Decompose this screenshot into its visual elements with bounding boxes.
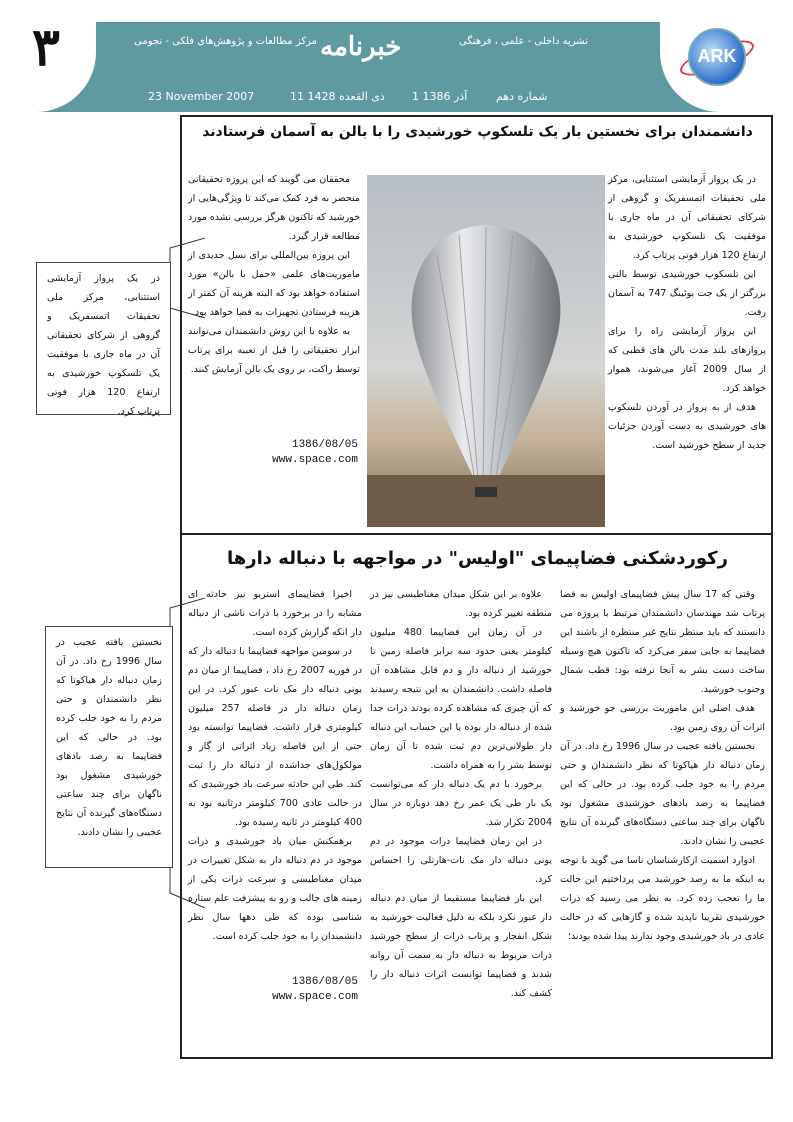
source-date: 1386/08/05: [291, 976, 358, 988]
paragraph: نخستین یافته عجیب در سال 1996 رخ داد. در آن زمان دنباله دار هیاکوتا که نظر دانشمندان و حتی مردم را به خود جلب کرده بود. در حالی که این فضاپیما به رصد بادهای خورشیدی مشغول بود ناگهان برای چند ساعتی دستگاه‌های گیرنده آن نتایج عجیبی را نشان دادند.: [560, 741, 765, 847]
paragraph: برهمکنش میان باد خورشیدی و ذرات موجود در دم دنباله دار به شکل تغییرات در میدان مغناطیسی و سرعت ذرات یکی از زمینه های جالب و رو به پیشرفت علم ستاره شناسی بوده که طی دهها سال نظر دانشمندان را به خود جلب کرده است.: [187, 836, 362, 942]
paragraph: وقتی که 17 سال پیش فضاپیمای اولیس به فضا پرتاب شد مهندسان دانشمندان مرتبط با پروژه می دانستند که باید منتظر نتایج غیر منتظره از باشند این فضاپیما به جایی سفر می‌کرد که تاکنون هیچ وسیله ساخت دست بشر به آنجا نرفته بود: قطب شمال وجنوب خورشید.: [560, 589, 765, 695]
paragraph: این بار فضاپیما مستقیما از میان دم دنباله دار عبور نکرد بلکه به دلیل فعالیت خورشید به شکل انفجار و پرتاب ذرات از سطح خورشید ذرات مربوط به دنباله دار به سمت آن روانه شدند و فضاپیما توانست اثرات دنباله دار را کشف کند.: [370, 893, 552, 999]
sidebox2: نخستین یافته عجیب در سال 1996 رخ داد. در آن زمان دنباله دار هیاکوتا که نظر دانشمندان و حتی مردم را به خود جلب کرده بود. در حالی که این فضاپیما به رصد بادهای خورشیدی مشغول بود ناگهان برای چند ساعتی دستگاه‌های گیرنده آن نتایج عجیبی را نشان دادند.: [45, 626, 173, 868]
date-persian: 1 آذر 1386: [412, 90, 468, 103]
article2-right-column: [560, 585, 765, 946]
page-number: ۳: [32, 17, 60, 78]
article2-left-column: [188, 585, 362, 946]
paragraph: هدف اصلی این ماموریت بررسی جو خورشید و اثرات آن روی زمین بود.: [560, 703, 765, 733]
issue-number: شماره دهم: [496, 90, 548, 103]
balloon-photo: [367, 175, 605, 527]
paragraph: به علاوه با این روش دانشمندان می‌توانند ابزار تحقیقاتی را قبل از تعبیه برای پرتاب توسط راکت، بر روی یک بالن آزمایش کنند.: [188, 326, 360, 375]
paragraph: این پرواز آزمایشی راه را برای پروازهای بلند مدت بالن های قطبی که از سال 2009 آغاز می‌شوند، هموار خواهد کرد.: [608, 326, 766, 394]
paragraph: ادوارد اسمیت ازکارشناسان ناسا می گوید با توجه به اینکه ما به رصد خورشید می پرداختیم این حالت ما را تعجب زده کرد. به نظر می رسید که ذرات خورشیدی تقریبا ناپدید شده و گازهایی که در حالت عادی در باد خورشیدی وجود ندارند پیدا شده بودند؛: [560, 855, 765, 942]
brand-title: خبرنامه: [320, 32, 402, 62]
paragraph: در یک پرواز آزمایشی استثنایی، مرکز ملی تحقیقات اتمسفریک و گروهی از شرکای تحقیقاتی آن در ماه جاری با موفقیت یک تلسکوپ خورشیدی به ارتفاع 120 هزار فوتی پرتاب کرد.: [608, 174, 766, 261]
paragraph: در سومین مواجهه فضاپیما با دنباله دار که در فوریه 2007 رخ داد ، فضاپیما از میان دم یونی دنباله دار مک نات عبور کرد. در این زمان دنباله دار در فاصله 257 میلیون کیلومتری قرار داشت. فضاپیما توانسته بود حتی از این فاصله زیاد اثراتی از گاز و مولکول‌های جداشده از دنباله دار را ثبت کند. طی این حادثه سرعت باد خورشیدی که در حالت عادی 700 کیلومتر درثانیه بود به 400 کیلومتر در ثانیه رسیده بود.: [188, 646, 362, 828]
paragraph: این تلسکوپ خورشیدی توسط بالنی بزرگتر از یک جت بوئینگ 747 به آسمان رفت.: [608, 269, 766, 318]
ark-logo-icon: [688, 28, 746, 86]
source-url: www.space.com: [272, 454, 358, 466]
balloon-illustration: [367, 175, 605, 527]
article1-source: [258, 438, 358, 468]
article2-source: [258, 975, 358, 1005]
paragraph: برخورد با دم یک دنباله دار که می‌توانست یک بار طی یک عمر رخ دهد دوباره در سال 2004 تکرار شد.: [370, 779, 552, 828]
logo-text: ARK: [697, 46, 737, 66]
source-url: www.space.com: [272, 991, 358, 1003]
article2-title: رکوردشکنی فضاپیمای "اولیس" در مواجهه با دنباله دارها: [227, 548, 728, 569]
paragraph: علاوه بر این شکل میدان مغناطیسی نیز در منطقه تغییر کرده بود.: [370, 589, 552, 619]
article1-title: دانشمندان برای نخستین بار یک تلسکوپ خورشیدی را با بالن به آسمان فرستادند: [202, 124, 753, 140]
paragraph: در آن زمان این فضاپیما 480 میلیون کیلومتر یعنی حدود سه برابر فاصله زمین تا خورشید از دنباله دار و دم قابل مشاهده آن فاصله داشت. دانشمندان به این نتیجه رسیدند که آن چیزی که مشاهده کرده بودند ذرات جدا شده از دنباله دار بوده یا این حساب این دنباله دار طولانی‌ترین دم ثبت شده تا آن زمان توسط بشر را به همراه داشت.: [370, 627, 552, 771]
tagline: نشریه داخلی - علمی ، فرهنگی: [459, 36, 588, 47]
date-hijri: 11 ذی القعده 1428: [290, 90, 385, 103]
paragraph: در این زمان فضاپیما ذرات موجود در دم یونی دنباله دار مک نات-هارتلی را احساس کرد.: [370, 836, 552, 885]
paragraph: این پروژه بین‌المللی برای نسل جدیدی از ماموریت‌های علمی «حمل با بالن» مورد استفاده خواهد بود که البته هزینه آن کمتر از هزینه فرستادن تجهیزات به فضا خواهد بود.: [188, 250, 360, 318]
article2-middle-column: [370, 585, 552, 1003]
sidebox1: در یک پرواز آزمایشی استثنایی، مرکز ملی تحقیقات اتمسفریک و گروهی از شرکای تحقیقاتی آن در ماه جاری با موفقیت یک تلسکوپ خورشیدی به ارتفاع 120 هزار فوتی پرتاب کرد.: [36, 262, 171, 415]
paragraph: محققان می گویند که این پروژه تحقیقاتی منحصر به فرد کمک می‌کند تا ویژگی‌هایی از خورشید که تاکنون هرگز بررسی نشده مورد مطالعه قرار گیرد.: [188, 174, 360, 242]
center-name: مرکز مطالعات و پژوهش‌های فلکی - نجومی: [134, 36, 317, 47]
paragraph: اخیرا فضاپیمای استریو نیز حادثه ای مشابه را در برخورد با ذرات ناشی از دنباله دار انکه گزارش کرده است.: [188, 589, 362, 638]
article1-right-column: [608, 170, 766, 455]
paragraph: هدف از به پرواز در آوردن تلسکوپ های خورشیدی به دست آوردن جزئیات جدید از سطح خورشید است.: [608, 402, 766, 451]
article-divider: [180, 533, 773, 535]
source-date: 1386/08/05: [291, 439, 358, 451]
article1-left-column: [188, 170, 360, 379]
date-gregorian: 23 November 2007: [148, 90, 255, 103]
